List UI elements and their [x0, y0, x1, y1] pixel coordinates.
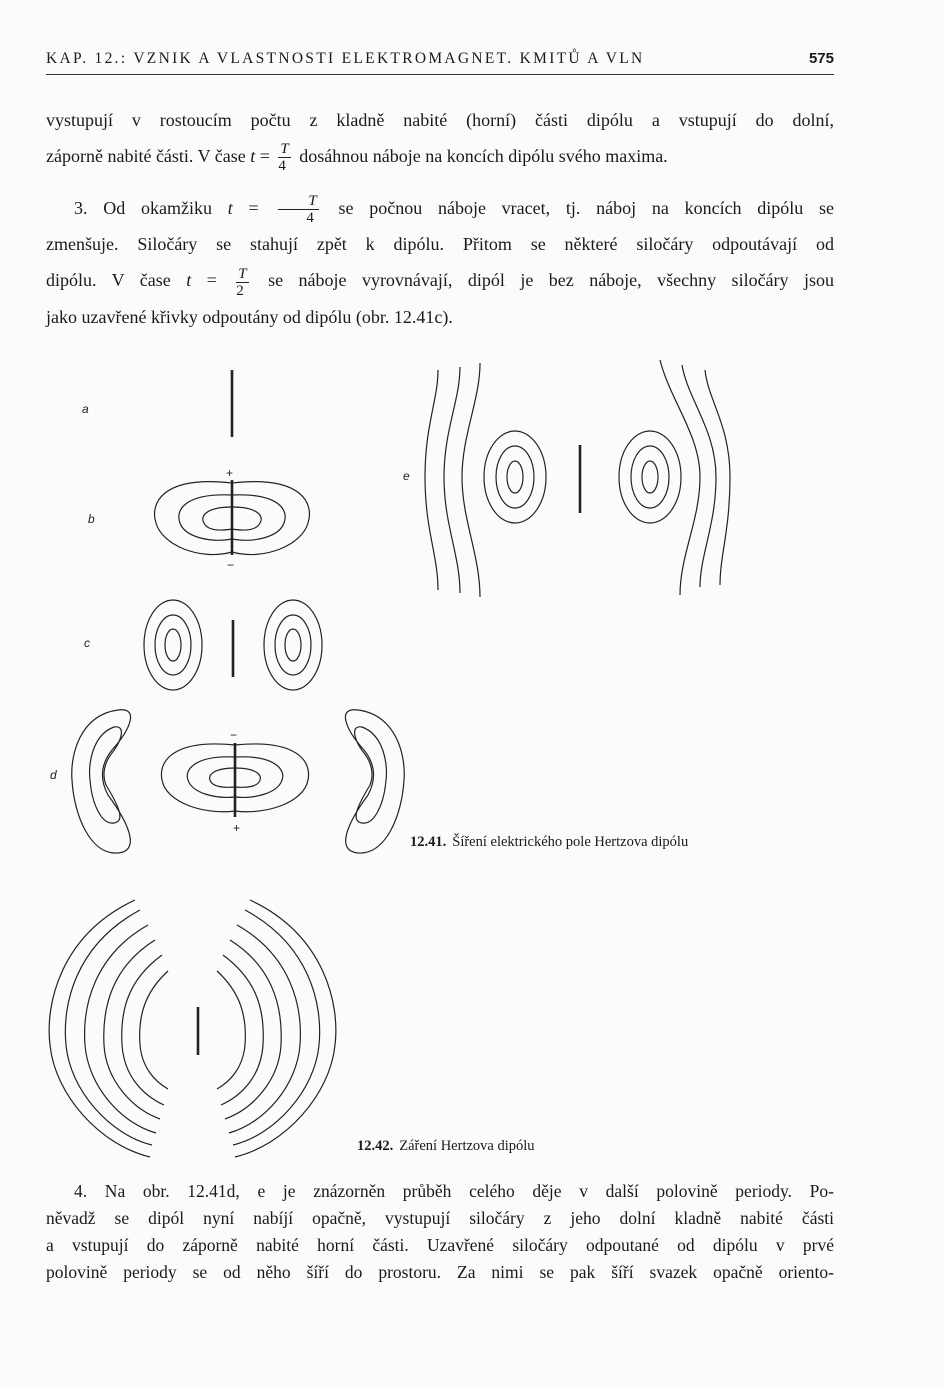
- text-line: a vstupují do záporně nabité horní části. Uzavřené siločáry odpoutané od dipólu v prvé: [46, 1235, 834, 1255]
- text-line-with-formula: 3. Od okamžiku t = $\frac{T}{4}$ se počnou náboje vracet, tj. náboj na koncích dipólu se: [74, 193, 835, 227]
- wave-front-line: [444, 367, 460, 593]
- figure-12-42-dipole-radiation: [40, 895, 360, 1165]
- radiation-arc: [49, 900, 150, 1157]
- panel-label-c: c: [84, 636, 90, 650]
- panel-label-a: a: [82, 402, 89, 416]
- page-number: 575: [808, 50, 834, 67]
- fraction-t-over-4: $\frac{T}{4}$: [278, 141, 289, 175]
- equals-sign: =: [259, 146, 270, 166]
- variable-t: t: [250, 146, 256, 166]
- closed-field-loop: [484, 431, 546, 523]
- variable-t: t: [227, 198, 233, 218]
- closed-field-loop: [165, 629, 181, 661]
- text-line: zmenšuje. Siločáry se stahují zpět k dipólu. Přitom se některé siločáry odpoutávají od: [46, 234, 834, 255]
- closed-field-loop: [631, 446, 669, 508]
- closed-field-loop: [619, 431, 681, 523]
- closed-field-loop: [155, 615, 191, 675]
- equals-sign: =: [248, 198, 259, 218]
- text-line: 4. Na obr. 12.41d, e je znázorněn průběh celého děje v další polovině periody. Po-: [74, 1181, 834, 1201]
- wave-front-line: [705, 370, 730, 585]
- charge-plus: +: [233, 821, 241, 835]
- chapter-title: KAP. 12.: VZNIK A VLASTNOSTI ELEKTROMAGNET. KMITŮ A VLN: [46, 50, 645, 67]
- panel-label-d: d: [50, 768, 57, 782]
- running-header: [46, 50, 834, 75]
- text-line-with-formula: záporně nabité části. V čase t = $\frac{T}{4}$ dosáhnou náboje na koncích dipólu svého maxima.: [46, 141, 668, 175]
- panel-label-e: e: [403, 469, 410, 483]
- detached-field-loop: [355, 727, 387, 823]
- charge-plus: +: [226, 466, 234, 480]
- wave-front-line: [660, 360, 700, 595]
- closed-field-loop: [285, 629, 301, 661]
- text-line-with-formula: dipólu. V čase t = $\frac{T}{2}$ se náboje vyrovnávají, dipól je bez náboje, všechny siločáry jsou: [46, 265, 834, 299]
- panel-label-b: b: [88, 512, 95, 526]
- closed-field-loop: [642, 461, 658, 493]
- text-line: něvadž se dipól nyní nabíjí opačně, vystupují siločáry z jeho dolní kladně nabité části: [46, 1208, 834, 1228]
- wave-front-line: [425, 370, 438, 590]
- closed-field-loop: [264, 600, 322, 690]
- radiation-arc: [229, 925, 300, 1133]
- figure-12-41-caption: 12.41. Šíření elektrického pole Hertzova dipólu: [410, 834, 689, 850]
- closed-field-loop: [496, 446, 534, 508]
- variable-t: t: [186, 270, 192, 291]
- figure-12-42-caption: 12.42. Záření Hertzova dipólu: [357, 1138, 535, 1154]
- paragraph-step-3: [46, 190, 834, 335]
- text-line: jako uzavřené křivky odpoutány od dipólu (obr. 12.41c).: [46, 306, 453, 327]
- fraction-t-over-4: $\frac{T}{4}$: [278, 193, 318, 226]
- wave-front-line: [682, 365, 716, 587]
- paragraph-step-4: [46, 1178, 834, 1286]
- radiation-arc: [221, 955, 263, 1105]
- text-line: polovině periody se od něho šíří do prostoru. Za nimi se pak šíří svazek opačně oriento-: [46, 1262, 834, 1282]
- radiation-arc: [104, 940, 160, 1119]
- radiation-arc: [140, 971, 168, 1089]
- closed-field-loop: [507, 461, 523, 493]
- radiation-arc: [225, 940, 281, 1119]
- fraction-t-over-2: $\frac{T}{2}$: [236, 265, 247, 299]
- paragraph-continuation: [46, 102, 834, 174]
- radiation-arc: [85, 925, 156, 1133]
- closed-field-loop: [144, 600, 202, 690]
- detached-field-loop: [90, 727, 122, 823]
- closed-field-loop: [275, 615, 311, 675]
- equals-sign: =: [206, 270, 217, 291]
- radiation-arc: [122, 955, 164, 1105]
- charge-minus: −: [227, 558, 235, 572]
- charge-minus: −: [230, 728, 238, 742]
- radiation-arc: [217, 971, 245, 1089]
- wave-front-line: [462, 363, 480, 597]
- radiation-arc: [235, 900, 336, 1157]
- figure-12-41-dipole-field: [40, 355, 840, 875]
- text-line: vystupují v rostoucím počtu z kladně nabité (horní) části dipólu a vstupují do dolní,: [46, 110, 834, 130]
